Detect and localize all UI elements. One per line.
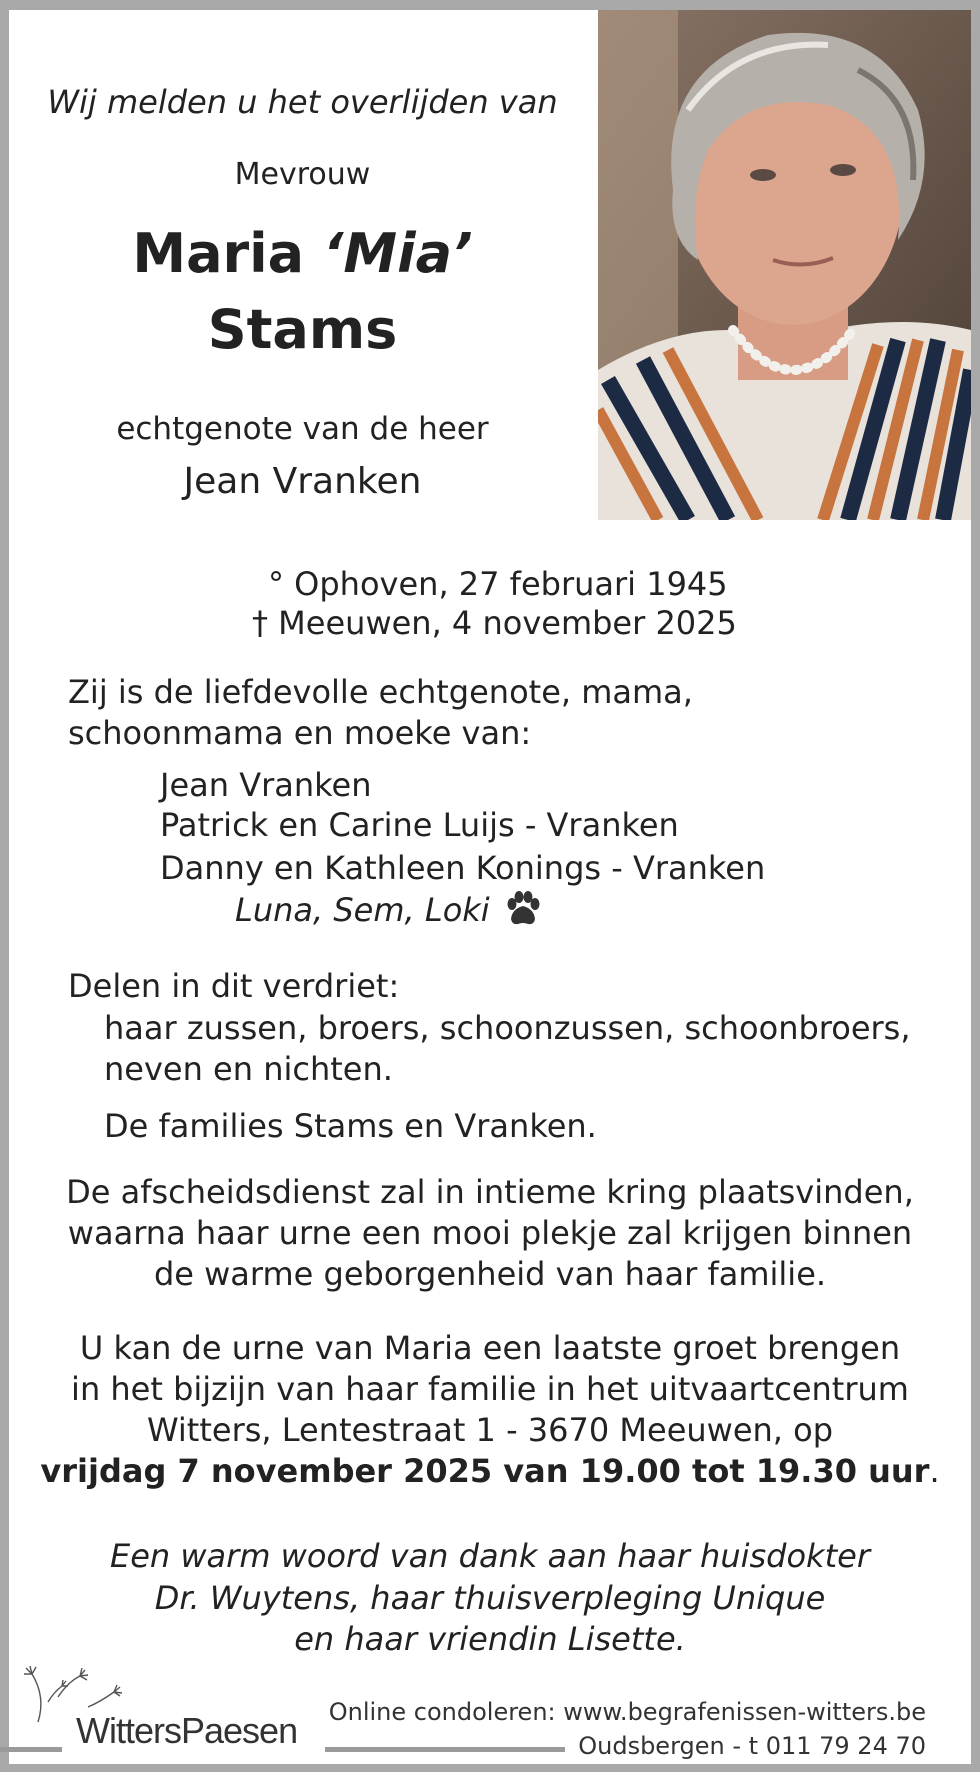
portrait-photo — [598, 10, 971, 520]
service-line-3: de warme geborgenheid van haar familie. — [153, 1255, 827, 1293]
family-intro-1: Zij is de liefdevolle echtgenote, mama, — [68, 673, 693, 711]
logo-text: WittersPaesen — [76, 1710, 298, 1751]
family-member-2: Patrick en Carine Luijs - Vranken — [160, 806, 679, 844]
grief-line-1: haar zussen, broers, schoonzussen, schoonbroers, — [104, 1009, 911, 1047]
service-line-2: waarna haar urne een mooi plekje zal krijgen binnen — [67, 1214, 913, 1252]
online-condolence-line: Online condoleren: www.begrafenissen-witters.be — [328, 1698, 926, 1726]
family-intro-2: schoonmama en moeke van: — [68, 714, 532, 752]
deceased-last-name: Stams — [207, 298, 398, 361]
farewell-period: . — [929, 1452, 940, 1490]
footer-bar-middle — [325, 1747, 565, 1752]
deceased-first-name — [30, 222, 575, 286]
farewell-line-3: Witters, Lentestraat 1 - 3670 Meeuwen, op — [146, 1411, 834, 1449]
frame-top — [0, 0, 980, 10]
thanks-line-2: Dr. Wuytens, haar thuisverpleging Unique — [154, 1579, 826, 1617]
spouse-intro: echtgenote van de heer — [116, 411, 489, 447]
farewell-line-1: U kan de urne van Maria een laatste groet brengen — [79, 1329, 901, 1367]
frame-right — [971, 0, 980, 1772]
portrait-illustration — [598, 10, 971, 520]
death-date: † Meeuwen, 4 november 2025 — [252, 604, 737, 642]
thanks-line-1: Een warm woord van dank aan haar huisdokter — [110, 1537, 870, 1575]
contact-line: Oudsbergen - t 011 79 24 70 — [578, 1732, 926, 1760]
farewell-date-time: vrijdag 7 november 2025 van 19.00 tot 19.30 uur — [40, 1452, 930, 1490]
paw-icon — [504, 891, 542, 927]
grief-line-2: neven en nichten. — [104, 1050, 393, 1088]
farewell-line-2: in het bijzijn van haar familie in het uitvaartcentrum — [71, 1370, 909, 1408]
family-member-1: Jean Vranken — [160, 766, 372, 804]
intro-line: Wij melden u het overlijden van — [47, 83, 558, 121]
thanks-line-3: en haar vriendin Lisette. — [294, 1620, 686, 1658]
farewell-line-4 — [20, 1451, 960, 1491]
grief-intro: Delen in dit verdriet: — [68, 967, 400, 1005]
pets-line — [235, 890, 542, 930]
nickname: ‘Mia’ — [322, 222, 473, 285]
title-prefix: Mevrouw — [234, 157, 371, 192]
first-name: Maria — [132, 222, 305, 285]
birth-date: ° Ophoven, 27 februari 1945 — [268, 565, 728, 603]
service-line-1: De afscheidsdienst zal in intieme kring plaatsvinden, — [66, 1173, 914, 1211]
footer-bar-left — [0, 1747, 62, 1752]
frame-bottom — [0, 1764, 980, 1772]
family-member-3: Danny en Kathleen Konings - Vranken — [160, 849, 766, 887]
pets-names: Luna, Sem, Loki — [235, 891, 490, 929]
spouse-name: Jean Vranken — [183, 461, 422, 502]
frame-left — [0, 0, 9, 1772]
funeral-home-logo — [18, 1662, 318, 1762]
grief-families: De families Stams en Vranken. — [104, 1107, 597, 1145]
